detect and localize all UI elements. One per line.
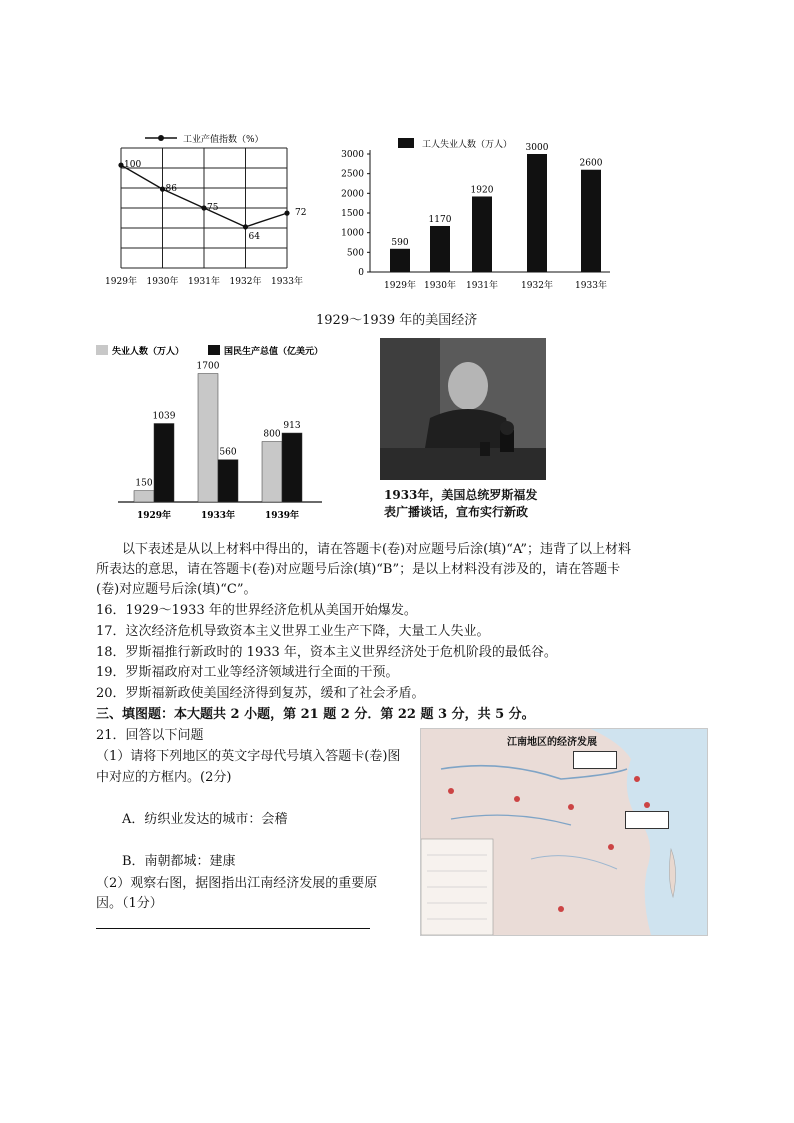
question-20: 20．罗斯福新政使美国经济得到复苏，缓和了社会矛盾。 <box>96 686 425 701</box>
x-tick-label: 1933年 <box>271 277 303 287</box>
x-tick-label: 1933年 <box>575 281 607 291</box>
q21-part2-line2: 因。（1分） <box>96 896 163 911</box>
unemployment-bar-chart <box>330 132 620 292</box>
legend-label: 工业产值指数（%） <box>183 135 264 145</box>
y-tick-label: 500 <box>346 248 364 259</box>
data-label: 1170 <box>428 214 452 225</box>
x-tick-label: 1939年 <box>264 511 300 521</box>
legend-marker <box>158 135 164 141</box>
question-19: 19．罗斯福政府对工业等经济领域进行全面的干预。 <box>96 665 399 680</box>
y-tick-label: 2500 <box>341 169 364 180</box>
data-point <box>284 211 289 216</box>
question-18: 18．罗斯福推行新政时的 1933 年，资本主义世界经济处于危机阶段的最低谷。 <box>96 645 557 660</box>
y-tick-label: 0 <box>358 268 364 278</box>
x-tick-label: 1929年 <box>105 277 137 287</box>
bar <box>581 170 601 272</box>
map-title: 江南地区的经济发展 <box>507 737 597 748</box>
bar <box>218 460 238 502</box>
data-label: 590 <box>391 237 409 248</box>
bar <box>472 196 492 272</box>
x-tick-label: 1930年 <box>424 281 456 291</box>
figure-caption: 1929～1939 年的美国经济 <box>316 313 478 328</box>
bar <box>430 226 450 272</box>
instruction-line-3: (卷)对应题号后涂(填)“C”。 <box>96 582 257 597</box>
bar <box>198 374 218 502</box>
data-point <box>118 163 123 168</box>
data-label: 913 <box>283 421 301 432</box>
data-label: 1920 <box>470 185 494 196</box>
data-label: 86 <box>165 184 177 195</box>
question-16: 16．1929～1933 年的世界经济危机从美国开始爆发。 <box>96 603 417 618</box>
map-answer-box-1 <box>573 751 617 769</box>
q21-option-a: A．纺织业发达的城市：会稽 <box>122 812 288 827</box>
y-tick-label: 2000 <box>341 189 364 200</box>
y-tick-label: 3000 <box>341 150 364 160</box>
data-label: 64 <box>248 231 260 242</box>
bar <box>282 433 302 502</box>
bar <box>134 491 154 502</box>
map-answer-box-2 <box>625 811 669 829</box>
legend-label: 国民生产总值（亿美元） <box>224 347 324 357</box>
legend-label: 失业人数（万人） <box>112 347 185 357</box>
jiangnan-map <box>420 728 708 936</box>
x-tick-label: 1930年 <box>146 277 179 287</box>
data-point <box>243 224 248 229</box>
unemployment-gnp-bar-chart <box>92 340 362 525</box>
section-title: 三、填图题：本大题共 2 小题，第 21 题 2 分．第 22 题 3 分，共 5 分。 <box>96 707 535 722</box>
x-tick-label: 1929年 <box>136 511 172 521</box>
bar <box>262 442 282 502</box>
data-label: 800 <box>263 429 281 440</box>
x-tick-label: 1932年 <box>521 281 553 291</box>
bar <box>527 154 547 272</box>
x-tick-label: 1933年 <box>200 511 236 521</box>
photo-caption-line-2: 表广播谈话，宣布实行新政 <box>384 505 529 519</box>
legend-swatch <box>96 345 108 355</box>
data-label: 1700 <box>196 361 220 372</box>
legend-label: 工人失业人数（万人） <box>422 140 513 150</box>
industrial-output-line-chart <box>95 128 315 290</box>
legend-swatch <box>208 345 220 355</box>
bar <box>154 423 174 502</box>
q21-title: 21．回答以下问题 <box>96 728 204 743</box>
instruction-line-2: 所表达的意思，请在答题卡(卷)对应题号后涂(填)“B”；是以上材料没有涉及的，请在答题卡 <box>96 562 621 577</box>
data-label: 2600 <box>579 158 603 169</box>
data-label: 72 <box>295 208 307 219</box>
x-tick-label: 1929年 <box>384 281 416 291</box>
q21-part2-line1: （2）观察右图，据图指出江南经济发展的重要原 <box>96 876 378 891</box>
bar <box>390 249 410 272</box>
instruction-line-1: 以下表述是从以上材料中得出的，请在答题卡(卷)对应题号后涂(填)“A”；违背了以上材料 <box>122 542 632 557</box>
x-tick-label: 1932年 <box>229 277 262 287</box>
roosevelt-photo <box>380 338 546 480</box>
data-point <box>201 205 206 210</box>
x-tick-label: 1931年 <box>466 281 498 291</box>
y-tick-label: 1000 <box>341 228 364 239</box>
y-tick-label: 1500 <box>341 209 364 219</box>
data-label: 100 <box>124 160 142 171</box>
legend-swatch <box>398 138 414 148</box>
photo-caption-line-1: 1933年，美国总统罗斯福发 <box>384 488 538 502</box>
data-label: 75 <box>207 203 219 213</box>
q21-part1-line1: （1）请将下列地区的英文字母代号填入答题卡(卷)图 <box>96 749 401 764</box>
data-label: 150 <box>135 478 153 489</box>
answer-line <box>96 928 370 929</box>
data-label: 3000 <box>525 143 549 153</box>
q21-part1-line2: 中对应的方框内。(2分) <box>96 770 232 785</box>
data-label: 1039 <box>152 411 176 422</box>
q21-option-b: B．南朝都城：建康 <box>122 854 236 869</box>
data-label: 560 <box>219 447 237 458</box>
x-tick-label: 1931年 <box>188 277 220 287</box>
question-17: 17．这次经济危机导致资本主义世界工业生产下降，大量工人失业。 <box>96 624 490 639</box>
data-point <box>160 187 165 192</box>
